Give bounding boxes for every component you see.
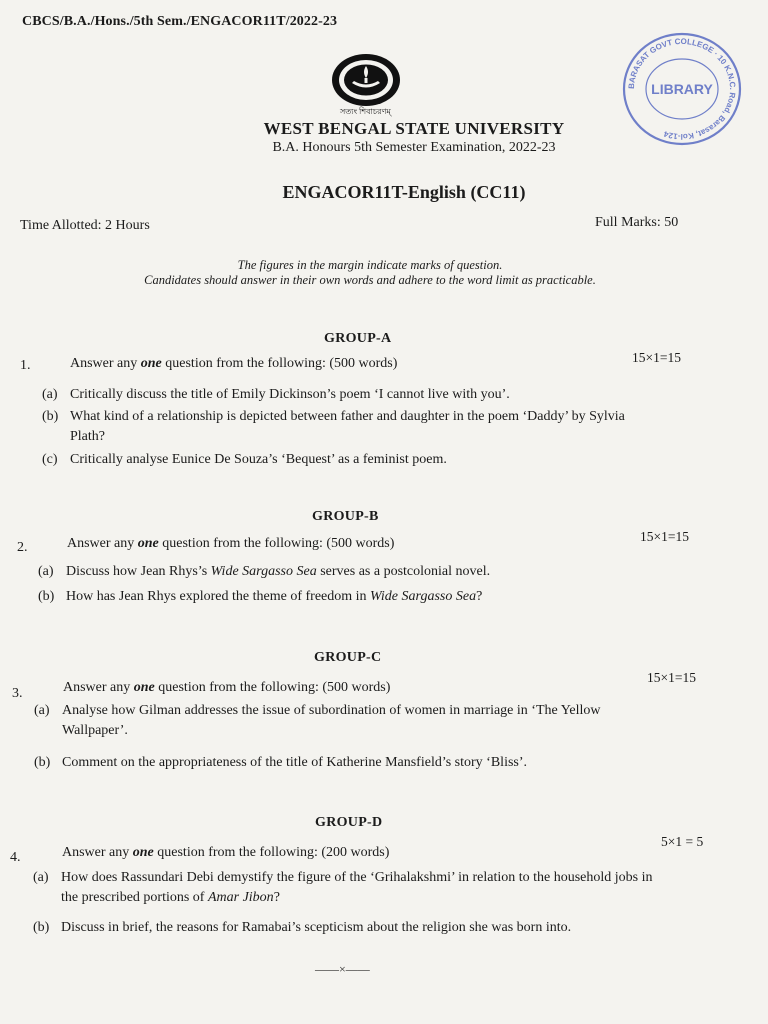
question-option: (c) Critically analyse Eunice De Souza’s ‘Bequest’ as a feminist poem. (42, 452, 447, 467)
question-number: 4. (10, 850, 21, 865)
question-option: (a) Critically discuss the title of Emily Dickinson’s poem ‘I cannot live with you’. (42, 387, 510, 402)
question-prompt: Answer any one question from the following: (500 words) (63, 680, 391, 695)
stamp-ring-text: BARASAT GOVT COLLEGE · 10 K.N.C. Road, Barasat, Kol-124 (626, 36, 738, 142)
question-option: (a) Analyse how Gilman addresses the issue of subordination of women in marriage in ‘The Yellow Wallpaper’. (34, 703, 601, 738)
question-marks: 15×1=15 (647, 670, 696, 685)
question-marks: 15×1=15 (640, 529, 689, 544)
question-marks: 5×1 = 5 (661, 834, 704, 849)
stamp-label: LIBRARY (651, 81, 713, 97)
question-option: (b) How has Jean Rhys explored the theme of freedom in Wide Sargasso Sea? (38, 589, 483, 604)
question-marks: 15×1=15 (632, 350, 681, 365)
question-option: (a) How does Rassundari Debi demystify the figure of the ‘Grihalakshmi’ in relation to the household jobs in the prescribed portions of Amar Jibon? (33, 870, 653, 905)
group-title: GROUP-C (314, 650, 382, 665)
paper-code: CBCS/B.A./Hons./5th Sem./ENGACOR11T/2022-23 (22, 14, 338, 29)
question-number: 2. (17, 540, 28, 555)
question-option: (b) Discuss in brief, the reasons for Ramabai’s scepticism about the religion she was born into. (33, 920, 572, 935)
question-number: 1. (20, 358, 31, 373)
group-title: GROUP-B (312, 509, 379, 524)
end-mark: ——×—— (315, 962, 370, 976)
university-name: WEST BENGAL STATE UNIVERSITY (263, 119, 565, 138)
group-title: GROUP-D (315, 815, 383, 830)
question-prompt: Answer any one question from the following: (200 words) (62, 845, 390, 860)
university-logo (330, 52, 402, 108)
paper-title: ENGACOR11T-English (CC11) (282, 182, 526, 202)
group-title: GROUP-A (324, 331, 392, 346)
time-allotted: Time Allotted: 2 Hours (20, 218, 150, 233)
exam-title: B.A. Honours 5th Semester Examination, 2022-23 (272, 140, 556, 155)
question-option: (b) What kind of a relationship is depicted between father and daughter in the poem ‘Daddy’ by Sylvia Plath? (42, 409, 625, 444)
question-prompt: Answer any one question from the following: (500 words) (70, 356, 398, 371)
question-number: 3. (12, 686, 23, 701)
full-marks: Full Marks: 50 (595, 215, 679, 230)
question-option: (b) Comment on the appropriateness of the title of Katherine Mansfield’s story ‘Bliss’. (34, 755, 528, 770)
instruction-line: The figures in the margin indicate marks of question. (237, 258, 503, 272)
question-option: (a) Discuss how Jean Rhys’s Wide Sargasso Sea serves as a postcolonial novel. (38, 564, 491, 579)
university-motto: সত্যং শিবাচরণম্ (340, 107, 391, 116)
question-prompt: Answer any one question from the following: (500 words) (67, 536, 395, 551)
instruction-line: Candidates should answer in their own words and adhere to the word limit as practicable. (144, 273, 596, 287)
